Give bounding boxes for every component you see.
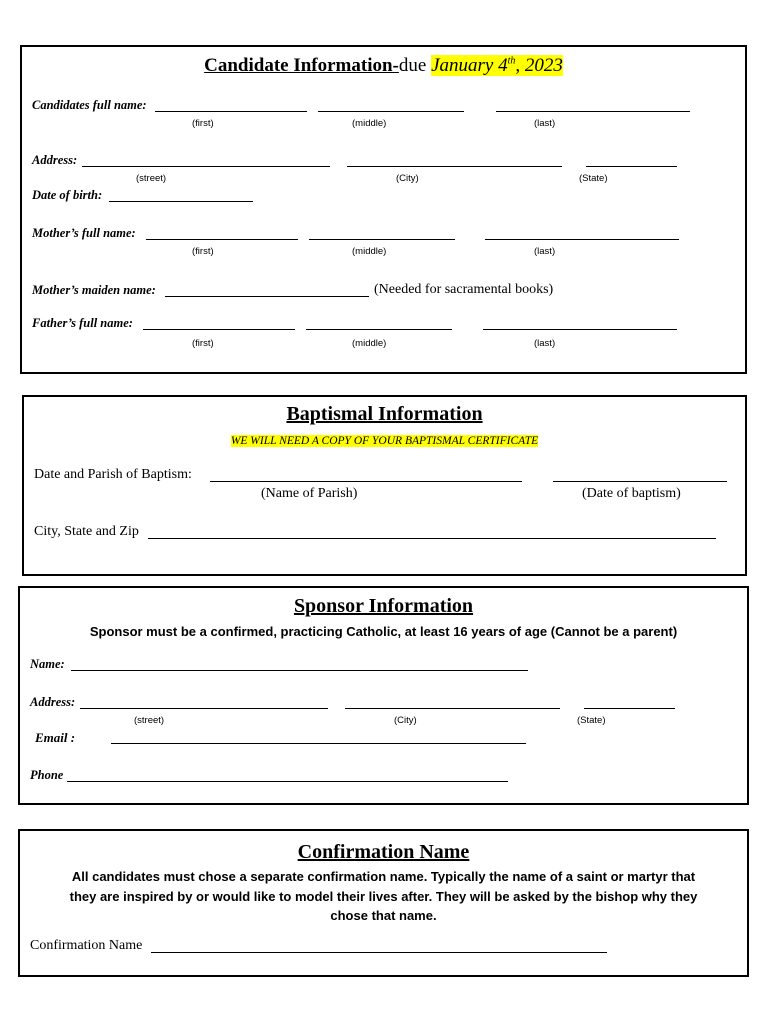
baptismal-notice-row <box>24 431 745 449</box>
confirmation-name-label: Confirmation Name <box>30 938 143 953</box>
baptismal-information-section <box>22 395 747 576</box>
mother-first-name-field[interactable] <box>146 239 298 240</box>
first-caption: (first) <box>192 338 214 349</box>
city-caption: (City) <box>396 173 419 184</box>
baptismal-notice: WE WILL NEED A COPY OF YOUR BAPTISMAL CERTIFICATE <box>230 435 539 447</box>
mother-middle-name-field[interactable] <box>309 239 455 240</box>
candidate-title: Candidate Information-due January 4th, 2023 <box>204 55 563 76</box>
father-first-name-field[interactable] <box>143 329 295 330</box>
sponsor-address-label: Address: <box>30 695 76 709</box>
father-last-name-field[interactable] <box>483 329 677 330</box>
sponsor-name-label: Name: <box>30 657 65 671</box>
candidate-first-name-field[interactable] <box>155 111 307 112</box>
sponsor-name-field[interactable] <box>71 670 528 671</box>
dob-label: Date of birth: <box>32 188 103 202</box>
father-name-label: Father’s full name: <box>32 316 133 330</box>
date-parish-label: Date and Parish of Baptism: <box>34 467 192 482</box>
sponsor-phone-field[interactable] <box>67 781 508 782</box>
sponsor-city-field[interactable] <box>345 708 560 709</box>
last-caption: (last) <box>534 246 556 257</box>
confirmation-name-section <box>18 829 749 977</box>
sponsor-street-field[interactable] <box>80 708 328 709</box>
parish-field[interactable] <box>210 481 522 482</box>
first-caption: (first) <box>192 246 214 257</box>
candidate-information-section <box>20 45 747 374</box>
candidate-middle-name-field[interactable] <box>318 111 464 112</box>
candidate-last-name-field[interactable] <box>496 111 690 112</box>
sponsor-state-field[interactable] <box>584 708 675 709</box>
address-label: Address: <box>32 153 78 167</box>
street-field[interactable] <box>82 166 330 167</box>
street-caption: (street) <box>136 173 167 184</box>
confirmation-name-field[interactable] <box>151 952 607 953</box>
candidate-full-name-label: Candidates full name: <box>32 98 147 112</box>
maiden-note: (Needed for sacramental books) <box>374 282 554 297</box>
sponsor-phone-label: Phone <box>30 768 64 782</box>
dob-field[interactable] <box>109 201 253 202</box>
parish-caption: (Name of Parish) <box>261 486 358 501</box>
baptism-date-field[interactable] <box>553 481 727 482</box>
due-date: January 4th, 2023 <box>431 55 563 76</box>
sponsor-information-section <box>18 586 749 805</box>
state-caption: (State) <box>579 173 608 184</box>
sponsor-requirement: Sponsor must be a confirmed, practicing Catholic, at least 16 years of age (Cannot be a parent) <box>89 624 678 639</box>
sponsor-email-label: Email : <box>35 730 76 745</box>
confirmation-title: Confirmation Name <box>297 841 470 863</box>
sponsor-street-caption: (street) <box>134 715 165 726</box>
sponsor-email-field[interactable] <box>111 743 526 744</box>
sponsor-state-caption: (State) <box>577 715 606 726</box>
middle-caption: (middle) <box>352 118 387 129</box>
middle-caption: (middle) <box>352 246 387 257</box>
sponsor-city-caption: (City) <box>394 715 417 726</box>
mother-maiden-field[interactable] <box>165 296 369 297</box>
last-caption: (last) <box>534 338 556 349</box>
last-caption: (last) <box>534 118 556 129</box>
baptismal-title: Baptismal Information <box>286 403 483 425</box>
father-middle-name-field[interactable] <box>306 329 452 330</box>
confirmation-instructions-line-1: All candidates must chose a separate confirmation name. Typically the name of a saint or martyr that <box>71 869 696 884</box>
date-caption: (Date of baptism) <box>582 486 681 501</box>
state-field[interactable] <box>586 166 677 167</box>
mother-last-name-field[interactable] <box>485 239 679 240</box>
sponsor-title: Sponsor Information <box>293 595 474 617</box>
middle-caption: (middle) <box>352 338 387 349</box>
confirmation-instructions-line-3: chose that name. <box>330 908 437 923</box>
mother-maiden-label: Mother’s maiden name: <box>32 283 156 297</box>
city-field[interactable] <box>347 166 562 167</box>
first-caption: (first) <box>192 118 214 129</box>
mother-name-label: Mother’s full name: <box>32 226 136 240</box>
city-state-zip-field[interactable] <box>148 538 716 539</box>
confirmation-instructions-line-2: they are inspired by or would like to model their lives after. They will be asked by the bishop why they <box>69 889 698 904</box>
city-state-zip-label: City, State and Zip <box>34 524 139 539</box>
